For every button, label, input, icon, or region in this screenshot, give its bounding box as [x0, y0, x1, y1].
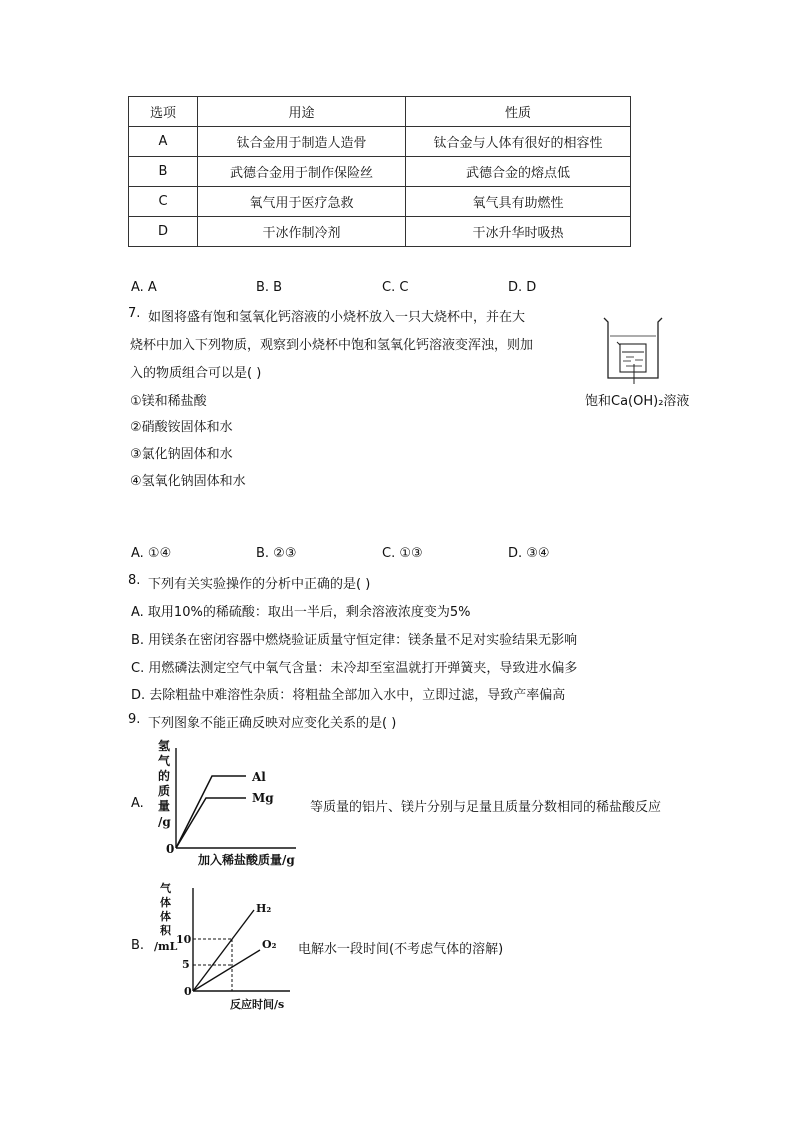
q7-option-a: A. ①④ [131, 546, 172, 561]
q9-graph-b [150, 880, 300, 1016]
graph-b-series-o2: O₂ [262, 938, 277, 951]
table-row [129, 217, 631, 247]
table-cell: 钛合金与人体有很好的相容性 [406, 127, 631, 157]
table-header-cell: 用途 [198, 97, 406, 127]
q7-item: ①镁和稀盐酸 [130, 394, 207, 409]
graph-b-ylabel-char: /mL [154, 940, 178, 953]
table-cell: D [129, 217, 198, 247]
table-header-cell: 选项 [129, 97, 198, 127]
graph-b-xlabel: 反应时间/s [230, 998, 285, 1011]
q8-option-c: C. 用燃磷法测定空气中氧气含量：未冷却至室温就打开弹簧夹，导致进水偏多 [131, 661, 578, 676]
graph-b-ylabel-char: 气 [160, 882, 171, 895]
graph-a-ylabel-char: 质 [158, 784, 171, 798]
table-cell: 钛合金用于制造人造骨 [198, 127, 406, 157]
q9-option-b-label: B. [131, 938, 145, 953]
q7-stem-line: 如图将盛有饱和氢氧化钙溶液的小烧杯放入一只大烧杯中，并在大 [148, 310, 526, 325]
table-row [129, 127, 631, 157]
graph-b-ylabel-char: 体 [160, 910, 171, 923]
q7-item: ③氯化钠固体和水 [130, 447, 233, 462]
q7-option-d: D. ③④ [508, 546, 550, 561]
q9-option-b-description: 电解水一段时间(不考虑气体的溶解) [298, 942, 504, 957]
graph-a-ylabel-char: 氢 [158, 739, 171, 753]
table-cell: B [129, 157, 198, 187]
graph-a-ylabel-char: 气 [158, 754, 171, 768]
question-6-table [128, 96, 631, 247]
graph-b-series-h2: H₂ [256, 902, 272, 915]
q8-stem: 下列有关实验操作的分析中正确的是( ) [148, 577, 371, 592]
q9-option-a-label: A. [131, 796, 144, 811]
q7-number: 7. [128, 306, 141, 321]
graph-a-line-mg [176, 798, 246, 848]
graph-a-ylabel-char: /g [158, 815, 171, 829]
beaker-figure [598, 314, 668, 384]
table-header-cell: 性质 [406, 97, 631, 127]
large-beaker [604, 318, 662, 378]
table-row [129, 157, 631, 187]
q9-option-a-description: 等质量的铝片、镁片分别与足量且质量分数相同的稀盐酸反应 [310, 800, 662, 815]
q8-option-b: B. 用镁条在密闭容器中燃烧验证质量守恒定律：镁条量不足对实验结果无影响 [131, 633, 578, 648]
graph-a-line-al [176, 776, 246, 848]
q6-option-c: C. C [382, 280, 409, 295]
beaker-caption: 饱和Ca(OH)₂溶液 [585, 394, 690, 409]
q7-option-c: C. ①③ [382, 546, 423, 561]
table-cell: C [129, 187, 198, 217]
q7-stem-line: 烧杯中加入下列物质，观察到小烧杯中饱和氢氧化钙溶液变浑浊，则加 [130, 338, 534, 353]
table-cell: 武德合金用于制作保险丝 [198, 157, 406, 187]
q6-option-a: A. A [131, 280, 157, 295]
graph-b-tick-10: 10 [176, 933, 192, 946]
q6-option-d: D. D [508, 280, 537, 295]
q9-graph-a [150, 738, 310, 870]
table-row [129, 187, 631, 217]
q7-option-b: B. ②③ [256, 546, 297, 561]
graph-b-line-o2 [193, 950, 260, 991]
small-beaker [620, 344, 646, 372]
graph-b-line-h2 [193, 910, 254, 991]
q7-stem-line: 入的物质组合可以是( ) [130, 366, 262, 381]
q6-option-b: B. B [256, 280, 283, 295]
q7-item: ④氢氧化钠固体和水 [130, 474, 246, 489]
q8-number: 8. [128, 573, 141, 588]
q8-option-d: D. 去除粗盐中难溶性杂质：将粗盐全部加入水中，立即过滤，导致产率偏高 [131, 688, 566, 703]
graph-a-series-al: Al [252, 770, 266, 784]
table-cell: 干冰作制冷剂 [198, 217, 406, 247]
table-cell: 氧气用于医疗急救 [198, 187, 406, 217]
graph-a-series-mg: Mg [252, 791, 274, 805]
graph-a-ylabel-char: 的 [158, 769, 171, 783]
q9-number: 9. [128, 712, 141, 727]
q8-option-a: A. 取用10%的稀硫酸：取出一半后，剩余溶液浓度变为5% [131, 605, 471, 620]
graph-b-origin: 0 [184, 985, 192, 998]
graph-b-ylabel-char: 体 [160, 896, 171, 909]
q9-stem: 下列图象不能正确反映对应变化关系的是( ) [148, 716, 397, 731]
graph-a-xlabel: 加入稀盐酸质量/g [198, 853, 295, 867]
table-cell: A [129, 127, 198, 157]
graph-b-tick-5: 5 [182, 958, 190, 971]
graph-a-ylabel-char: 量 [158, 799, 171, 813]
table-cell: 武德合金的熔点低 [406, 157, 631, 187]
graph-a-origin: 0 [166, 842, 175, 856]
table-cell: 氧气具有助燃性 [406, 187, 631, 217]
table-cell: 干冰升华时吸热 [406, 217, 631, 247]
q7-item: ②硝酸铵固体和水 [130, 420, 233, 435]
graph-b-ylabel-char: 积 [160, 924, 171, 937]
table-header-row [129, 97, 631, 127]
